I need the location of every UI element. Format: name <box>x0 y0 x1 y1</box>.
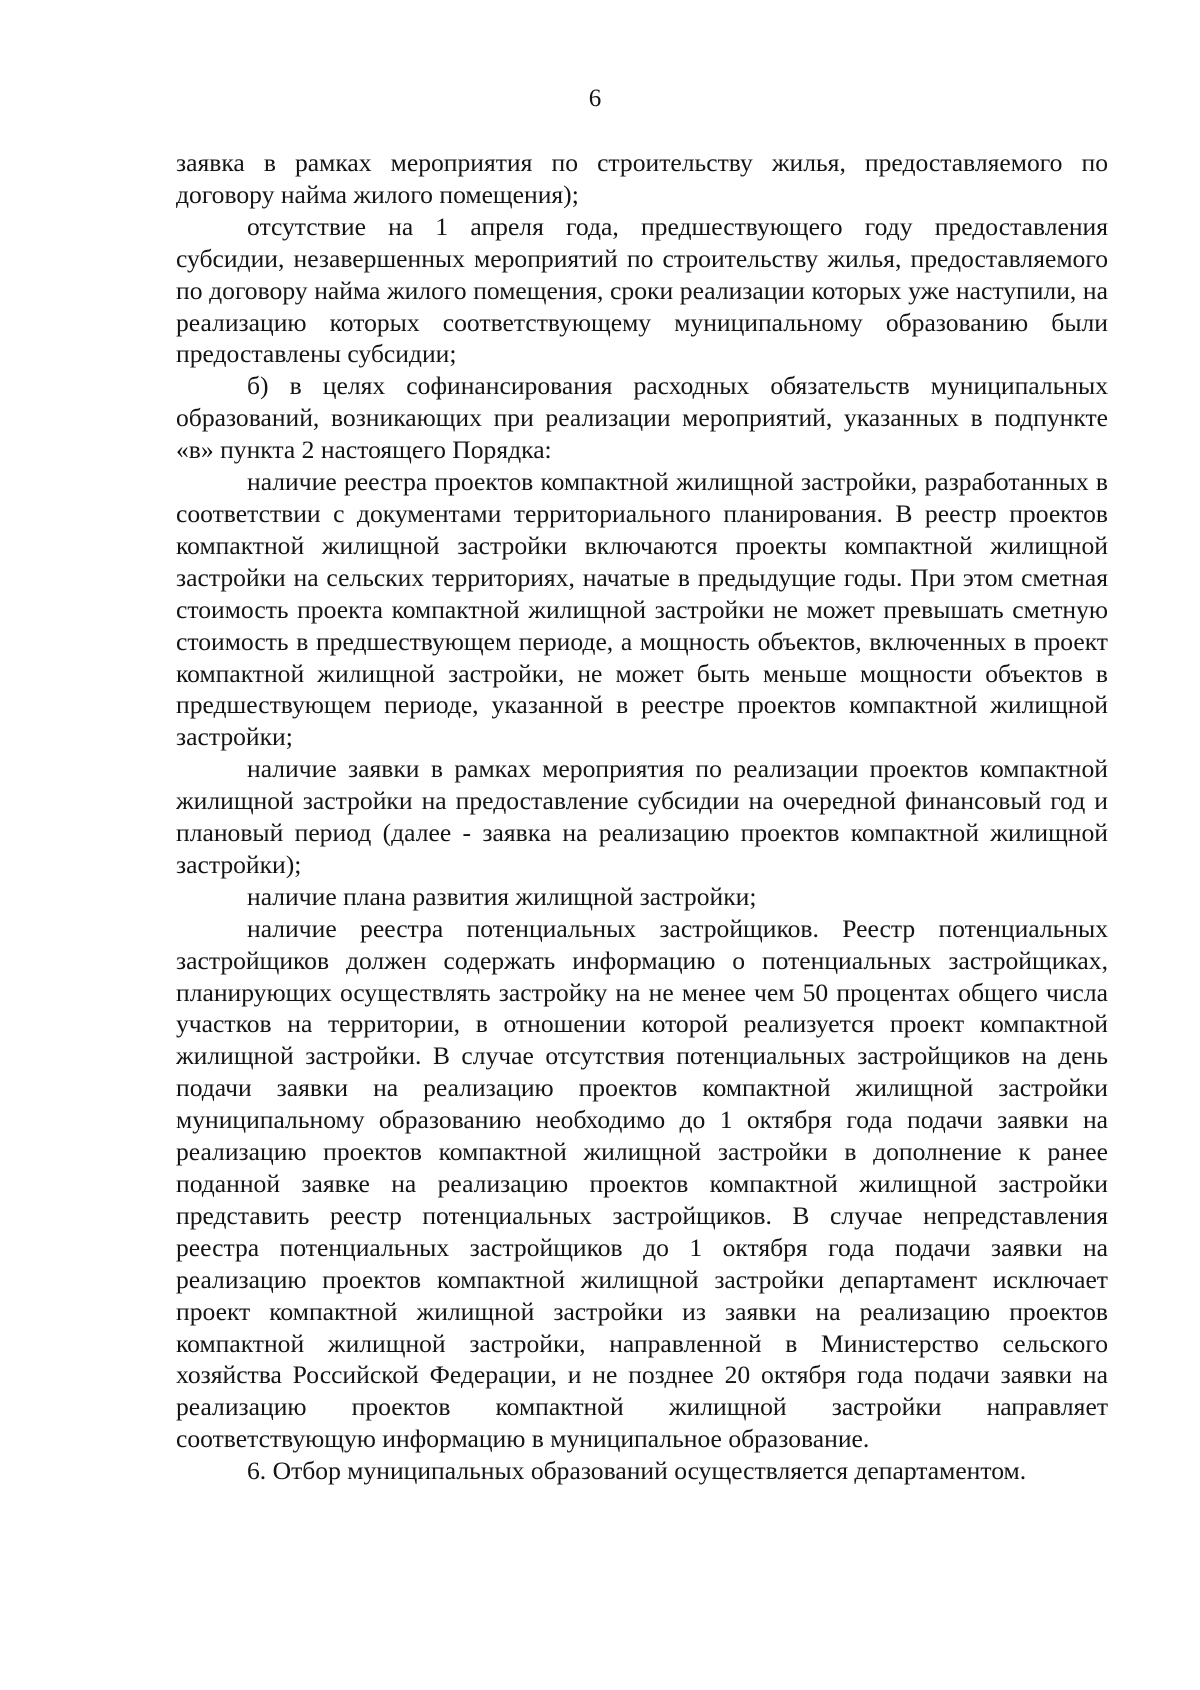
page-number: 6 <box>588 85 602 112</box>
paragraph: наличие плана развития жилищной застройки; <box>247 881 757 911</box>
document-body <box>176 147 1108 1487</box>
paragraph: заявка в рамках мероприятия по строительству жилья, предоставляемого по договору найма жилого помещения); <box>176 148 1108 209</box>
paragraph: наличие заявки в рамках мероприятия по реализации проектов компактной жилищной застройки на предоставление субсидии на очередной финансовый год и плановый период (далее - заявка на реализацию проектов компактной жилищной застройки); <box>176 754 1108 879</box>
paragraph: отсутствие на 1 апреля года, предшествующего году предоставления субсидии, незавершенных мероприятий по строительству жилья, предоставляемого по договору найма жилого помещения, сроки реализации которых уже наступили, на реализацию которых соответствующему муниципальному образованию были предоставлены субсидии; <box>176 211 1108 369</box>
paragraph: наличие реестра потенциальных застройщиков. Реестр потенциальных застройщиков должен содержать информацию о потенциальных застройщиках, планирующих осуществлять застройку на не менее чем 50 процентах общего числа участков на территории, в отношении которой реализуется проект компактной жилищной застройки. В случае отсутствия потенциальных застройщиков на день подачи заявки на реализацию проектов компактной жилищной застройки муниципальному образованию необходимо до 1 октября года подачи заявки на реализацию проектов компактной жилищной застройки в дополнение к ранее поданной заявке на реализацию проектов компактной жилищной застройки представить реестр потенциальных застройщиков. В случае непредставления реестра потенциальных застройщиков до 1 октября года подачи заявки на реализацию проектов компактной жилищной застройки департамент исключает проект компактной жилищной застройки из заявки на реализацию проектов компактной жилищной застройки, направленной в Министерство сельского хозяйства Российской Федерации, и не позднее 20 октября года подачи заявки на реализацию проектов компактной жилищной застройки направляет соответствующую информацию в муниципальное образование. <box>176 913 1108 1454</box>
paragraph: б) в целях софинансирования расходных обязательств муниципальных образований, возникающих при реализации мероприятий, указанных в подпункте «в» пункта 2 настоящего Порядка: <box>176 371 1108 465</box>
paragraph: наличие реестра проектов компактной жилищной застройки, разработанных в соответствии с документами территориального планирования. В реестр проектов компактной жилищной застройки включаются проекты компактной жилищной застройки на сельских территориях, начатые в предыдущие годы. При этом сметная стоимость проекта компактной жилищной застройки не может превышать сметную стоимость в предшествующем периоде, а мощность объектов, включенных в проект компактной жилищной застройки, не может быть меньше мощности объектов в предшествующем периоде, указанной в реестре проектов компактной жилищной застройки; <box>176 467 1108 752</box>
paragraph: 6. Отбор муниципальных образований осуществляется департаментом. <box>247 1456 1027 1486</box>
